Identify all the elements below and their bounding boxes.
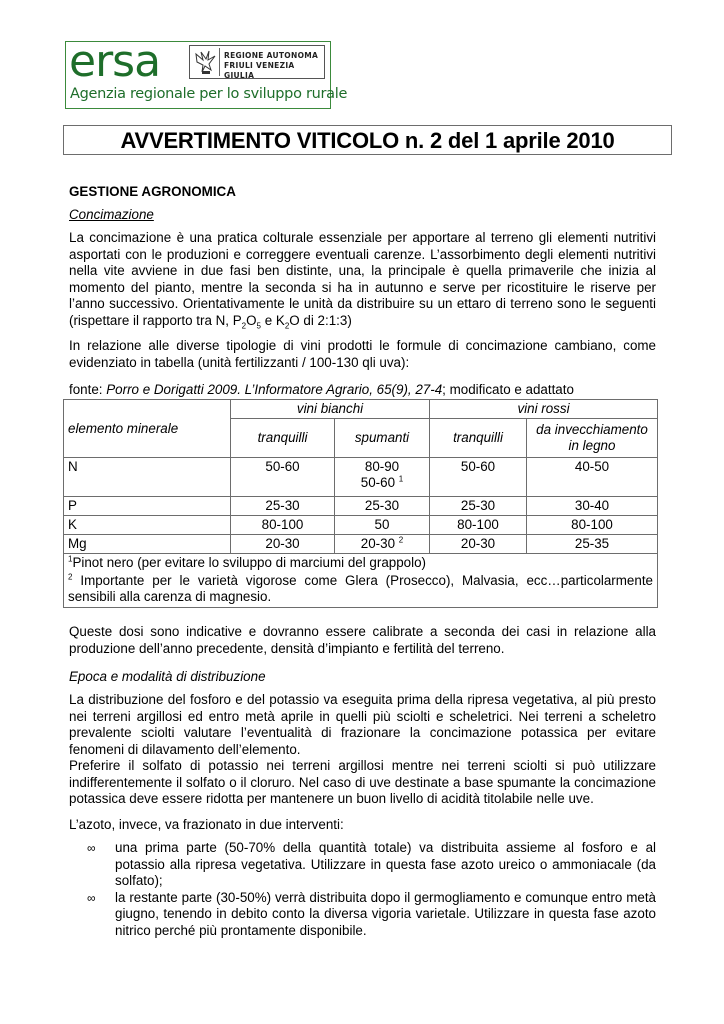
region-emblem xyxy=(189,45,325,79)
cell-value: 50-60 xyxy=(360,475,396,490)
footnote-2 xyxy=(68,573,653,605)
ratio-sub: 2 xyxy=(284,321,290,331)
footnote-text: Importante per le varietà vigorose come Glera (Prosecco), Malvasia, ecc…particolarmente sensibili alla carenza di magnesio. xyxy=(68,573,653,604)
header-white-wines: vini bianchi xyxy=(231,400,430,419)
cell-element: Mg xyxy=(64,535,231,554)
header-red-wines: vini rossi xyxy=(430,400,658,419)
cell-red-aged: 30-40 xyxy=(527,497,658,516)
ratio-o: O xyxy=(246,312,257,328)
cell-red-aged: 80-100 xyxy=(527,516,658,535)
table-row xyxy=(64,458,658,497)
footnote-mark: 2 xyxy=(68,572,73,582)
cell-white-sparkling xyxy=(335,458,430,497)
table-intro-paragraph: In relazione alle diverse tipologie di vini prodotti le formule di concimazione cambiano, come evidenziato in tabella (unità fertilizzanti / 100-130 qli uva): xyxy=(69,338,656,370)
header-red-still: tranquilli xyxy=(430,419,527,458)
subheading-distribution: Epoca e modalità di distribuzione xyxy=(69,669,266,684)
cell-red-still: 20-30 xyxy=(430,535,527,554)
ratio-sub: 5 xyxy=(256,321,261,331)
table-header-row xyxy=(64,400,658,419)
cell-value-extra xyxy=(339,475,425,491)
cell-red-aged: 40-50 xyxy=(527,458,658,497)
logo-wordmark: ersa xyxy=(69,36,161,87)
cell-white-sparkling xyxy=(335,535,430,554)
header-white-still: tranquilli xyxy=(231,419,335,458)
footnote-ref: 2 xyxy=(398,535,404,545)
section-heading: GESTIONE AGRONOMICA xyxy=(69,184,236,199)
infinity-bullet-icon: ∞ xyxy=(87,890,96,905)
cell-element: N xyxy=(64,458,231,497)
table-row xyxy=(64,535,658,554)
cell-element: P xyxy=(64,497,231,516)
ratio-sub: 2 xyxy=(241,321,247,331)
list-item xyxy=(69,890,656,940)
region-line-1: REGIONE AUTONOMA xyxy=(224,51,319,60)
document-title-box xyxy=(63,125,672,155)
ratio-prefix: (rispettare il rapporto tra N, P xyxy=(69,312,242,328)
subheading-concimazione xyxy=(69,207,656,224)
cell-value: 20-30 xyxy=(360,536,396,551)
table-footnotes-row xyxy=(64,554,658,608)
ratio-text xyxy=(69,312,352,331)
header-white-sparkling: spumanti xyxy=(335,419,430,458)
ratio-suffix: O di 2:1:3) xyxy=(289,312,352,328)
ratio-mid: e K xyxy=(260,312,285,328)
table-footnotes xyxy=(64,554,658,608)
intro-text: La concimazione è una pratica colturale essenziale per apportare al terreno gli elementi nutritivi asportati con le produzioni e correggere eventuali carenze. L’assorbimento degli elementi nutritivi nella vite avviene in due fasi ben distinte, una, la principale è quella primaverile che inizia al momento del pianto, mentre la seconda si ha in autunno e serve per ricostituire le riserve per l’anno successivo. Orientativamente le unità da distribuire su un ettaro di terreno sono le seguenti xyxy=(69,230,656,312)
eagle-icon xyxy=(193,48,220,76)
table-source xyxy=(69,382,656,399)
subheading-text: Concimazione xyxy=(69,207,154,222)
nitrogen-intro: L’azoto, invece, va frazionato in due interventi: xyxy=(69,817,344,832)
document-title: AVVERTIMENTO VITICOLO n. 2 del 1 aprile 2010 xyxy=(120,128,615,153)
distribution-paragraph-2: Preferire il solfato di potassio nei terreni argillosi mentre nei terreni sciolti si può utilizzare indifferentemente il solfato o il cloruro. Nel caso di uve destinate a base spumante la concimazione potassica deve essere ridotta per mantenere un buon livello di acidità titolabile nelle uve. xyxy=(69,758,656,807)
fertilizer-table xyxy=(63,399,658,608)
list-item-text: una prima parte (50-70% della quantità totale) va distribuita assieme al fosforo e al potassio alla ripresa vegetativa. Utilizzare in questa fase azoto ureico o ammoniacale (da solfato); xyxy=(115,840,656,889)
footnote-1 xyxy=(68,555,653,571)
cell-element: K xyxy=(64,516,231,535)
cell-red-still: 80-100 xyxy=(430,516,527,535)
cell-red-aged: 25-35 xyxy=(527,535,658,554)
source-suffix: ; modificato e adattato xyxy=(442,382,574,397)
header-red-aged: da invecchiamento in legno xyxy=(527,419,658,458)
footnote-ref: 1 xyxy=(398,474,404,484)
cell-red-still: 25-30 xyxy=(430,497,527,516)
cell-red-still: 50-60 xyxy=(430,458,527,497)
nitrogen-bullet-list xyxy=(69,840,656,940)
cell-white-sparkling: 25-30 xyxy=(335,497,430,516)
logo-tagline: Agenzia regionale per lo sviluppo rurale xyxy=(70,86,348,102)
infinity-bullet-icon: ∞ xyxy=(87,841,96,855)
list-item-text: la restante parte (30-50%) verrà distribuita dopo il germogliamento e comunque entro metà giugno, tenendo in debito conto la diversa vigoria varietale. Utilizzare in questa fase azoto nitrico perché più prontamente disponibile. xyxy=(115,889,656,938)
cell-white-still: 20-30 xyxy=(231,535,335,554)
cell-value: 80-90 xyxy=(364,459,400,474)
ersa-logo xyxy=(65,36,348,109)
dosage-note-paragraph: Queste dosi sono indicative e dovranno essere calibrate a seconda dei casi in relazione alla produzione dell’anno precedente, densità d’impianto e fertilità del terreno. xyxy=(69,624,656,656)
header-element: elemento minerale xyxy=(64,400,231,458)
distribution-paragraph-1: La distribuzione del fosforo e del potassio va eseguita prima della ripresa vegetativa, al più presto nei terreni argillosi ed entro metà aprile in quelli più sciolti e scheletrici. Nei terreni a scheletro prevalente sciolti valutare l’eventualità di frazionare la concimazione potassica per evitare fenomeni di dilavamento dell’elemento. xyxy=(69,692,656,757)
table-row xyxy=(64,516,658,535)
region-name xyxy=(224,51,324,81)
footnote-text: Pinot nero (per evitare lo sviluppo di marciumi del grappolo) xyxy=(72,555,426,570)
source-prefix: fonte: xyxy=(69,382,107,397)
source-citation: Porro e Dorigatti 2009. L’Informatore Agrario, 65(9), 27-4 xyxy=(106,382,443,397)
region-line-2: FRIULI VENEZIA GIULIA xyxy=(224,61,295,80)
footnote-mark: 1 xyxy=(68,554,73,564)
cell-white-still: 80-100 xyxy=(231,516,335,535)
table-row xyxy=(64,497,658,516)
intro-paragraph xyxy=(69,230,656,330)
cell-white-still: 25-30 xyxy=(231,497,335,516)
cell-white-sparkling: 50 xyxy=(335,516,430,535)
cell-white-still: 50-60 xyxy=(231,458,335,497)
list-item xyxy=(69,840,656,890)
